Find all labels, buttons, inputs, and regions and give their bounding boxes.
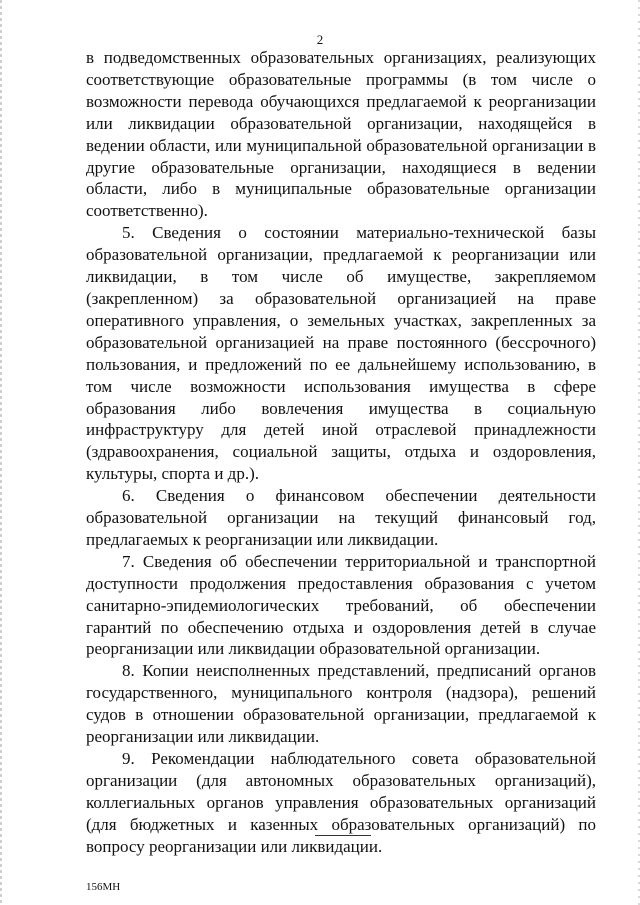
document-code: 156МН [86, 881, 121, 893]
paragraph-item-6: 6. Сведения о финансовом обеспечении деятельности образовательной организации на текущий финансовый год, предлагаемых к реорганизации или ликвидации. [86, 486, 596, 549]
page-number: 2 [316, 32, 324, 47]
paragraph-item-8: 8. Копии неисполненных представлений, предписаний органов государственного, муниципального контроля (надзора), решений судов в отношении образовательной организации, предлагаемой к реорганизации или ликвидации. [86, 661, 596, 747]
paragraph-item-7: 7. Сведения об обеспечении территориальной и транспортной доступности продолжения предоставления образования с учетом санитарно-эпидемиологических требований, об обеспечении гарантий по обеспечению отдыха и оздоровления детей в случае реорганизации или ликвидации образовательной организации. [86, 551, 596, 659]
scan-edge-left [0, 0, 2, 905]
end-divider-line [315, 835, 371, 836]
document-body [86, 47, 596, 858]
paragraph-item-9: 9. Рекомендации наблюдательного совета образовательной организации (для автономных образовательных организаций), коллегиальных органов управления образовательных организаций (для бюджетных и казенных образовательных организаций) по вопросу реорганизации или ликвидации. [86, 749, 596, 856]
paragraph-item-5: 5. Сведения о состоянии материально-технической базы образовательной организации, предлагаемой к реорганизации или ликвидации, в том числе об имуществе, закрепляемом (закрепленном) за образовательной организацией на праве оперативного управления, о земельных участках, закрепленных за образовательной организацией на праве постоянного (бессрочного) пользования, и предложений по ее дальнейшему использованию, в том числе возможности использования имущества в сфере образования либо вовлечения имущества в социальную инфраструктуру для детей иной отраслевой принадлежности (здравоохранения, социальной защиты, отдыха и оздоровления, культуры, спорта и др.). [86, 223, 596, 484]
paragraph-continuation: в подведомственных образовательных организациях, реализующих соответствующие образовательные программы (в том числе о возможности перевода обучающихся предлагаемой к реорганизации или ликвидации образовательной организации, находящейся в ведении области, или муниципальной образовательной организации в другие образовательные организации, находящиеся в ведении области, либо в муниципальные образовательные организации соответственно). [86, 48, 596, 221]
